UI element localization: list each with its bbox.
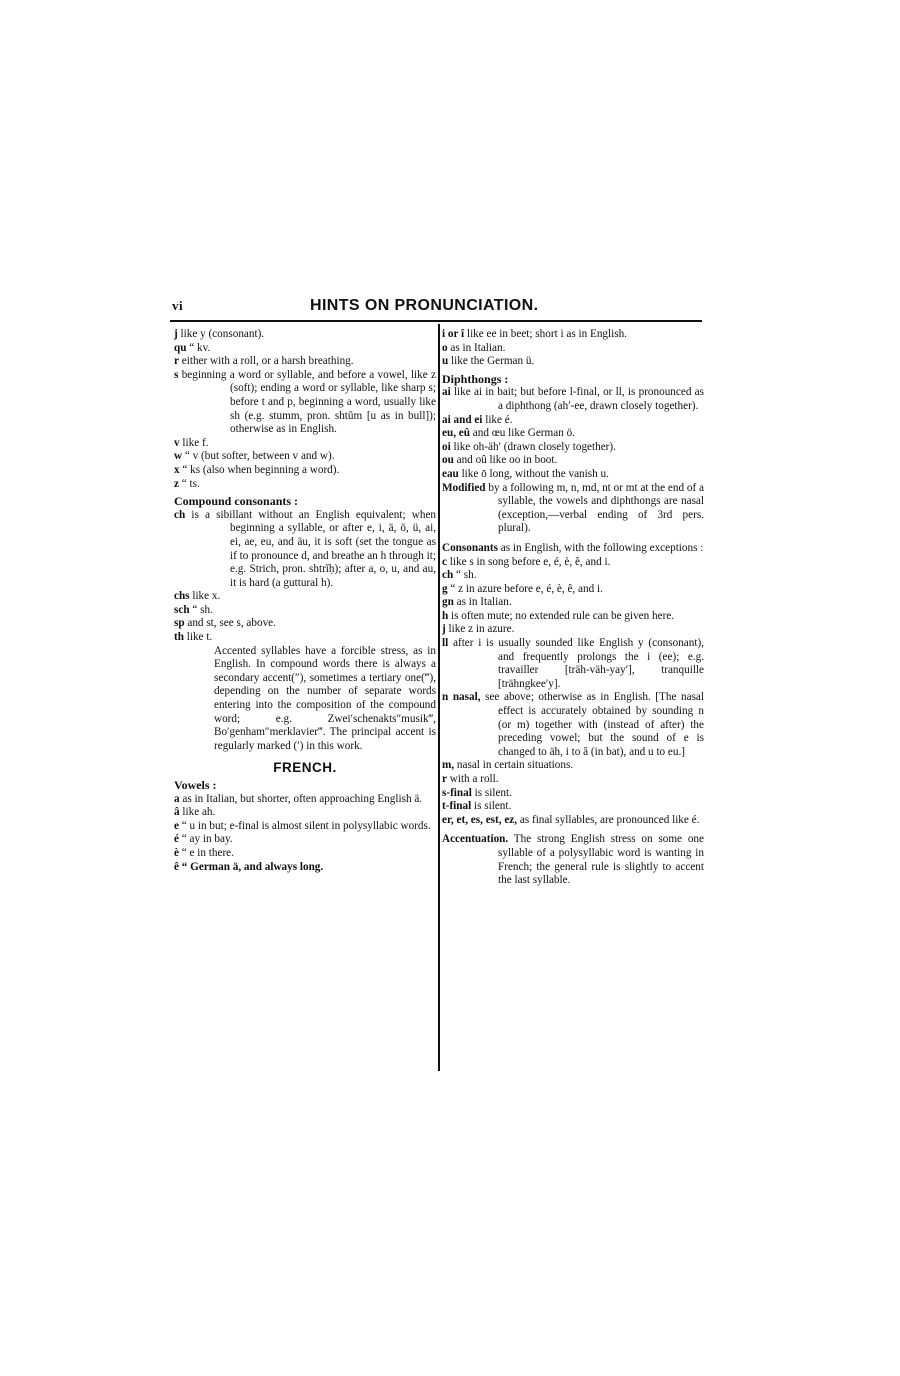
entry-sch: sch “ sh. bbox=[174, 603, 213, 616]
entry-o: o as in Italian. bbox=[442, 341, 506, 354]
entry-c: c like s in song before e, é, è, ê, and i. bbox=[442, 555, 611, 568]
left-column bbox=[174, 328, 436, 874]
entry-ai: ai like ai in bait; but before l-final, or ll, is pronounced as a diphthong (ah′-ee, drawn closely together). bbox=[442, 386, 704, 412]
entry-w: w “ v (but softer, between v and w). bbox=[174, 450, 335, 463]
entry-r: r either with a roll, or a harsh breathing. bbox=[174, 355, 354, 368]
entry-a-circumflex: â like ah. bbox=[174, 806, 216, 819]
entry-e: e “ u in but; e-final is almost silent in polysyllabic words. bbox=[174, 819, 431, 832]
entry-m-nasal: m, nasal in certain situations. bbox=[442, 759, 574, 772]
entry-u: u like the German ü. bbox=[442, 355, 535, 368]
diphthongs-heading: Diphthongs : bbox=[442, 371, 509, 386]
entry-a: a as in Italian, but shorter, often approaching English ä. bbox=[174, 792, 423, 805]
entry-gn: gn as in Italian. bbox=[442, 596, 512, 609]
entry-e-circumflex: ê “ German ä, and always long. bbox=[174, 860, 324, 873]
right-column bbox=[442, 328, 704, 888]
entry-i: i or î like ee in beet; short i as in English. bbox=[442, 328, 627, 340]
entry-s: s beginning a word or syllable, and before a vowel, like z (soft); ending a word or syllable, like sharp s; before t and p, beginning a word, usually like sh (e.g. stumm, pron. shtŭm [u as in bull]); otherwise as in English. bbox=[174, 368, 437, 436]
entry-x: x “ ks (also when beginning a word). bbox=[174, 463, 340, 476]
entry-eu: eu, eû and œu like German ö. bbox=[442, 427, 575, 440]
compound-consonants-heading: Compound consonants : bbox=[174, 494, 299, 509]
entry-oi: oi like oh-äh′ (drawn closely together). bbox=[442, 440, 616, 453]
entry-e-grave: è “ e in there. bbox=[174, 846, 234, 859]
entry-er-endings: er, et, es, est, ez, as final syllables, are pronounced like é. bbox=[442, 813, 700, 826]
entry-e-acute: é “ ay in bay. bbox=[174, 833, 233, 846]
entry-n-nasal: n nasal, see above; otherwise as in English. [The nasal effect is accurately obtained by sounding n (or m) together with (instead of after) the preceding vowel; but the sound of e is changed to äh, i to ă (in bat), and u to eu.] bbox=[442, 691, 705, 758]
dictionary-page bbox=[170, 296, 710, 1076]
french-heading: FRENCH. bbox=[273, 760, 337, 776]
entry-modified: Modified by a following m, n, md, nt or mt at the end of a syllable, the vowels and diphthongs are nasal (exception,—verbal ending of 3rd pers. plural). bbox=[442, 481, 705, 535]
entry-v: v like f. bbox=[174, 436, 209, 449]
entry-j: j like y (consonant). bbox=[174, 328, 265, 340]
entry-ch-french: ch “ sh. bbox=[442, 569, 477, 582]
entry-s-final: s-final is silent. bbox=[442, 786, 512, 799]
entry-ou: ou and oû like oo in boot. bbox=[442, 454, 558, 467]
entry-sp: sp and st, see s, above. bbox=[174, 617, 276, 630]
entry-th: th like t. bbox=[174, 631, 213, 644]
entry-h: h is often mute; no extended rule can be given here. bbox=[442, 609, 675, 622]
entry-ai-ei: ai and ei like é. bbox=[442, 413, 513, 426]
entry-chs: chs like x. bbox=[174, 590, 221, 603]
entry-accentuation: Accentuation. The strong English stress on some one syllable of a polysyllabic word is wanting in French; the general rule is slightly to accent the last syllable. bbox=[442, 833, 704, 887]
column-divider bbox=[438, 324, 440, 1071]
entry-j-french: j like z in azure. bbox=[442, 623, 515, 636]
entry-t-final: t-final is silent. bbox=[442, 800, 512, 813]
entry-r-french: r with a roll. bbox=[442, 773, 499, 785]
entry-g: g “ z in azure before e, é, è, ê, and i. bbox=[442, 582, 603, 595]
entry-ll: ll after i is usually sounded like English y (consonant), and frequently prolongs the i (ee); e.g. travailler [träh-väh-yay′], tranquille [trähngkee′y]. bbox=[442, 637, 704, 690]
entry-ch: ch is a sibillant without an English equivalent; when beginning a syllable, or after e, i, ä, ö, ü, ai, ei, ae, eu, and äu, it is soft (set the tongue as if to pronounce d, and breathe an h through it; e.g. Strich, pron. shtrĭḥ); after a, o, u, and au, it is hard (a guttural h). bbox=[174, 508, 437, 589]
entry-consonants: Consonants as in English, with the following exceptions : bbox=[442, 541, 704, 554]
running-title: HINTS ON PRONUNCIATION. bbox=[310, 297, 539, 314]
entry-qu: qu “ kv. bbox=[174, 341, 211, 354]
accent-note: Accented syllables have a forcible stress, as in English. In compound words there is always a secondary accent(″), sometimes a tertiary one(‴), depending on the number of separate words entering into the composition of the compound word; e.g. Zwei′schenakts″musik‴, Bo′genham″merklavier‴. The principal accent is regularly marked (′) in this work. bbox=[214, 644, 436, 752]
page-header bbox=[170, 296, 702, 322]
entry-z: z “ ts. bbox=[174, 477, 200, 490]
entry-eau: eau like ō long, without the vanish u. bbox=[442, 467, 609, 480]
vowels-heading: Vowels : bbox=[174, 778, 217, 792]
page-number: vi bbox=[172, 298, 184, 313]
